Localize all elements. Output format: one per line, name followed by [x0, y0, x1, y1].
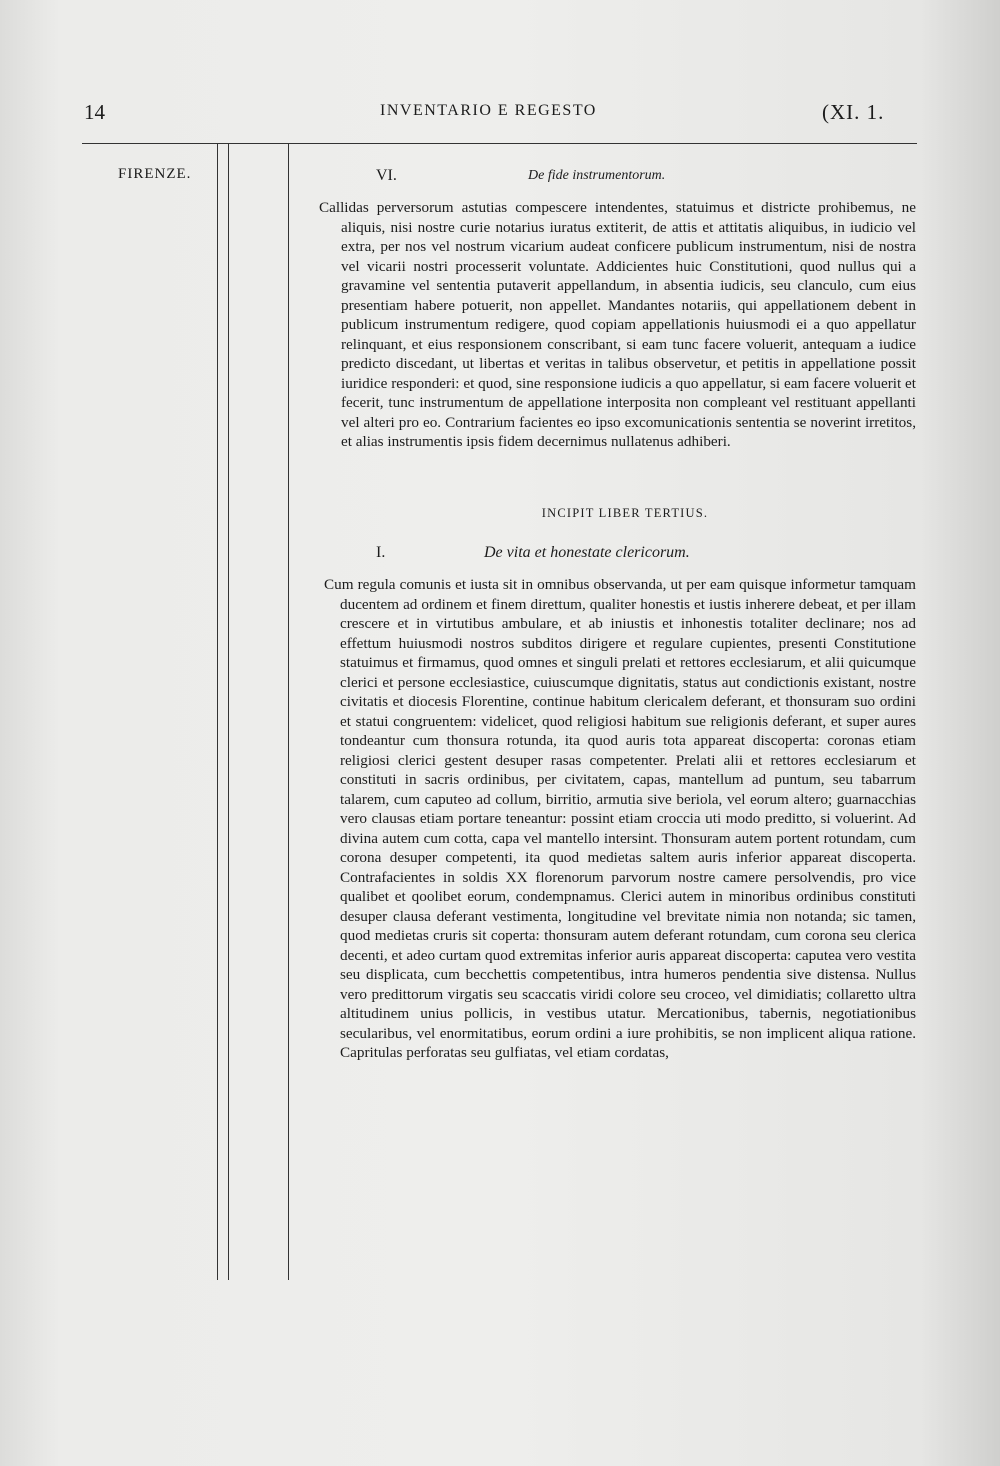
section-reference: (XI. 1.: [822, 100, 885, 124]
book-heading: INCIPIT LIBER TERTIUS.: [541, 505, 709, 520]
margin-place-label: FIRENZE.: [118, 166, 192, 182]
chapter-number: VI.: [376, 167, 397, 184]
chapter-heading: [304, 160, 916, 190]
main-text-column: [304, 160, 916, 1063]
column-divider: [228, 143, 229, 1280]
chapter-paragraph: Cum regula comunis et iusta sit in omnibus observanda, ut per eam quisque informetur tamquam ducentem ad ordinem et finem direttum, qualiter honestis et iustis inherere debeat, et per illam crescere et in virtutibus ambulare, et ab iniustis et inhonestis totaliter declinare; nos ad effettum huiusmodi nostros subditos dirigere et regulare cupientes, presenti Constitutione statuimus et firmamus, quod omnes et singuli prelati et rettores ecclesiarum, et alii quicumque clerici et persone ecclesiastice, cuiuscumque dignitatis, status aut condictionis existant, nostre civitatis et diocesis Florentine, continue habitum clericalem deferant, et thonsuram suo ordini et statui congruentem: videlicet, quod religiosi habitum sue religionis deferant, et super aures tondeantur cum thonsura rotunda, ita quod auris tota appareat discoperta: coronas etiam religiosi clerici gestent desuper rasas competenter. Prelati alii et rettores ecclesiarum et constituti in sacris ordinibus, per civitatem, capas, mantellum ad puntum, seu tabarrum talarem, cum caputeo ad collum, birritio, armutia sive beriola, vel eorum altero; guarnacchias vero clausas etiam portare teneantur: possint etiam croccia uti modo preditto, si voluerint. Ad divina autem cum cotta, capa vel mantello intersint. Thonsuram autem portent rotundam, cum corona desuper competenti, ita quod medietas saltem auris inferior appareat discoperta. Contrafacientes in soldis XX florenorum parvorum nostre camere persolvendis, pro vice qualibet et qoolibet eorum, condempnamus. Clerici autem in minoribus ordinibus constituti desuper clausa deferant vestimenta, longitudine vel brevitate nimia non notanda; sic tamen, quod medietas cruris sit coperta: thonsuram autem deferant rotundam, cum corona seu clerica decenti, et adeo curtam quod extremitas inferior auris appareat discoperta: caputea vero vestita seu displicata, cum becchettis competentibus, intra humeros pendentia sive distensa. Nullus vero predittorum virgatis seu scaccatis viridi colore seu croceo, vel dimidiatis; collaretto ultra altitudinem unius pollicis, in vestibus utatur. Mercationibus, tabernis, negotiationibus secularibus, vel enormitatibus, eorum ordini a iure prohibitis, se non implicent aliqua ratione. Capritulas perforatas seu gulfiatas, vel etiam cordatas,: [324, 576, 916, 1061]
chapter-title: De fide instrumentorum.: [528, 168, 666, 183]
page-header: [0, 100, 1000, 130]
column-divider: [217, 143, 218, 1280]
table-top-rule: [82, 143, 917, 144]
chapter-heading: [304, 537, 916, 571]
chapter-title: De vita et honestate clericorum.: [484, 544, 690, 561]
column-divider: [288, 143, 289, 1280]
running-title: INVENTARIO E REGESTO: [380, 102, 597, 119]
chapter-number: I.: [376, 544, 386, 561]
page-number: 14: [84, 100, 105, 124]
chapter-paragraph: Callidas perversorum astutias compescere intendentes, statuimus et districte prohibemus, ne aliquis, nisi nostre curie notarius iuratus extiterit, de attis et attitatis aliquibus, in iudicio vel extra, per nos vel nostrum vicarium audeat conficere publicum instrumentum, nisi de nostra vel vicarii nostri processerit voluntate. Addicientes huic Constitutioni, quod nullus qui a gravamine vel sententia putaverit appellandum, in absentia iudicis, seu clanculo, cum eius presentiam habere potuerit, non appellet. Mandantes notariis, qui appellationem debent in publicum instrumentum redigere, quod copiam appellationis huiusmodi ei a quo appellatur relinquant, et eius responsionem conscribant, si eam tunc facere voluerit, antequam a iudice predicto discedant, ut libertas et veritas in talibus observetur, et petitis in appellatione possit iuridice responderi: et quod, sine responsione iudicis a quo appellatur, si eam facere voluerit et fecerit, tunc instrumentum de appellatione interposita non compleant vel restituant appellanti vel alteri pro eo. Contrarium facientes eo ipso excomunicationis sententia se noverint irretitos, et alias instrumentis ipsis fidem decernimus nullatenus adhiberi.: [319, 199, 916, 450]
